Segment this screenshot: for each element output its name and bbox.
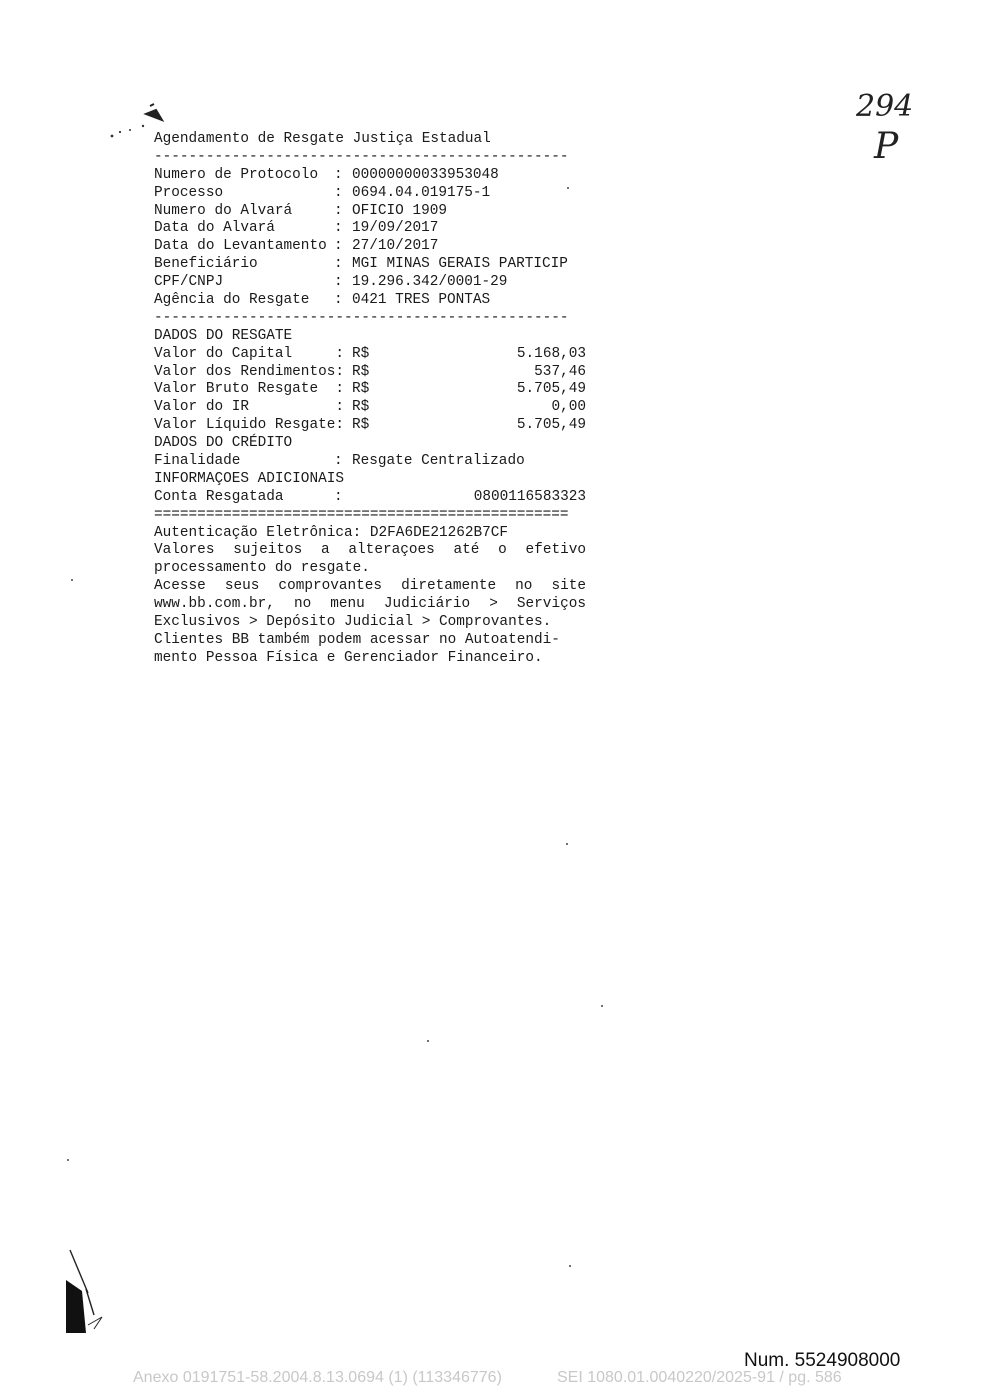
field-value: 19/09/2017 bbox=[352, 220, 439, 237]
annex-reference: Anexo 0191751-58.2004.8.13.0694 (1) (113346776) bbox=[133, 1369, 502, 1386]
amount-value: 5.705,49 bbox=[516, 381, 586, 398]
separator: : bbox=[334, 184, 343, 201]
finalidade-label: Finalidade bbox=[154, 453, 241, 470]
document-number: Num. 5524908000 bbox=[744, 1350, 901, 1371]
separator: : bbox=[334, 256, 343, 273]
amount-value: 0,00 bbox=[551, 399, 586, 416]
finalidade-value: Resgate Centralizado bbox=[352, 453, 525, 470]
divider-dashes: ------------------------------------------------ bbox=[154, 148, 569, 165]
divider-dashes: ------------------------------------------------ bbox=[154, 309, 569, 326]
note-line: www.bb.com.br, no menu Judiciário > Serviços bbox=[154, 596, 586, 613]
field-row bbox=[154, 274, 586, 292]
field-label: Beneficiário bbox=[154, 256, 258, 273]
field-row bbox=[154, 203, 586, 221]
note-line: Exclusivos > Depósito Judicial > Comprovantes. bbox=[154, 614, 552, 631]
amount-row bbox=[154, 417, 586, 435]
amount-label: Valor Bruto Resgate : bbox=[154, 381, 344, 398]
section-heading-credito: DADOS DO CRÉDITO bbox=[154, 435, 293, 452]
handwritten-page-number: 294 bbox=[856, 89, 914, 124]
field-value: 0421 TRES PONTAS bbox=[352, 292, 491, 309]
divider-equals: ================================================ bbox=[154, 506, 569, 523]
finalidade-row bbox=[154, 453, 586, 471]
field-row bbox=[154, 256, 586, 274]
field-value: 27/10/2017 bbox=[352, 238, 439, 255]
field-value: OFICIO 1909 bbox=[352, 202, 447, 219]
separator: : bbox=[334, 220, 343, 237]
currency-symbol: R$ bbox=[352, 399, 370, 416]
field-row bbox=[154, 220, 586, 238]
field-value: MGI MINAS GERAIS PARTICIP bbox=[352, 256, 568, 273]
amount-row bbox=[154, 364, 586, 382]
note-line: Valores sujeitos a alteraçoes até o efetivo bbox=[154, 542, 586, 559]
separator: : bbox=[334, 292, 343, 309]
amount-row bbox=[154, 381, 586, 399]
field-row bbox=[154, 185, 586, 203]
field-label: Numero do Alvará bbox=[154, 202, 293, 219]
amount-label: Valor do IR : bbox=[154, 399, 344, 416]
separator: : bbox=[334, 488, 343, 505]
conta-resgatada-row bbox=[154, 489, 586, 507]
handwritten-initial: P bbox=[874, 126, 899, 167]
separator: : bbox=[334, 453, 343, 470]
field-label: Numero de Protocolo bbox=[154, 166, 319, 183]
field-label: Data do Levantamento bbox=[154, 238, 327, 255]
field-value: 00000000033953048 bbox=[352, 166, 499, 183]
amount-value: 5.705,49 bbox=[516, 417, 586, 434]
currency-symbol: R$ bbox=[352, 363, 370, 380]
currency-symbol: R$ bbox=[352, 417, 370, 434]
section-heading-resgate: DADOS DO RESGATE bbox=[154, 327, 293, 344]
separator: : bbox=[334, 238, 343, 255]
field-row bbox=[154, 292, 586, 310]
amount-value: 5.168,03 bbox=[516, 345, 586, 362]
field-row bbox=[154, 238, 586, 256]
field-row bbox=[154, 167, 586, 185]
amount-label: Valor do Capital : bbox=[154, 345, 344, 362]
separator: : bbox=[334, 202, 343, 219]
authentication-line: Autenticação Eletrônica: D2FA6DE21262B7CF bbox=[154, 524, 509, 541]
amount-value: 537,46 bbox=[534, 363, 586, 380]
separator: : bbox=[334, 166, 343, 183]
field-label: Processo bbox=[154, 184, 224, 201]
amount-label: Valor Líquido Resgate: bbox=[154, 417, 344, 434]
conta-value: 0800116583323 bbox=[473, 488, 586, 505]
receipt-title: Agendamento de Resgate Justiça Estadual bbox=[154, 131, 491, 147]
amount-row bbox=[154, 346, 586, 364]
note-line: processamento do resgate. bbox=[154, 560, 370, 577]
protocol-fields bbox=[154, 167, 586, 310]
currency-symbol: R$ bbox=[352, 381, 370, 398]
field-value: 0694.04.019175-1 bbox=[352, 184, 491, 201]
note-line: Acesse seus comprovantes diretamente no site bbox=[154, 578, 586, 595]
section-heading-adicionais: INFORMAÇOES ADICIONAIS bbox=[154, 470, 344, 487]
sei-reference: SEI 1080.01.0040220/2025-91 / pg. 586 bbox=[557, 1369, 842, 1386]
conta-label: Conta Resgatada bbox=[154, 488, 284, 505]
field-label: Data do Alvará bbox=[154, 220, 275, 237]
receipt bbox=[154, 131, 586, 668]
field-label: Agência do Resgate bbox=[154, 292, 310, 309]
note-line: Clientes BB também podem acessar no Autoatendi- bbox=[154, 631, 560, 648]
note-line: mento Pessoa Física e Gerenciador Financeiro. bbox=[154, 649, 543, 666]
currency-symbol: R$ bbox=[352, 345, 370, 362]
resgate-values bbox=[154, 346, 586, 435]
amount-row bbox=[154, 399, 586, 417]
amount-label: Valor dos Rendimentos: bbox=[154, 363, 344, 380]
field-value: 19.296.342/0001-29 bbox=[352, 274, 508, 291]
separator: : bbox=[334, 274, 343, 291]
field-label: CPF/CNPJ bbox=[154, 274, 224, 291]
